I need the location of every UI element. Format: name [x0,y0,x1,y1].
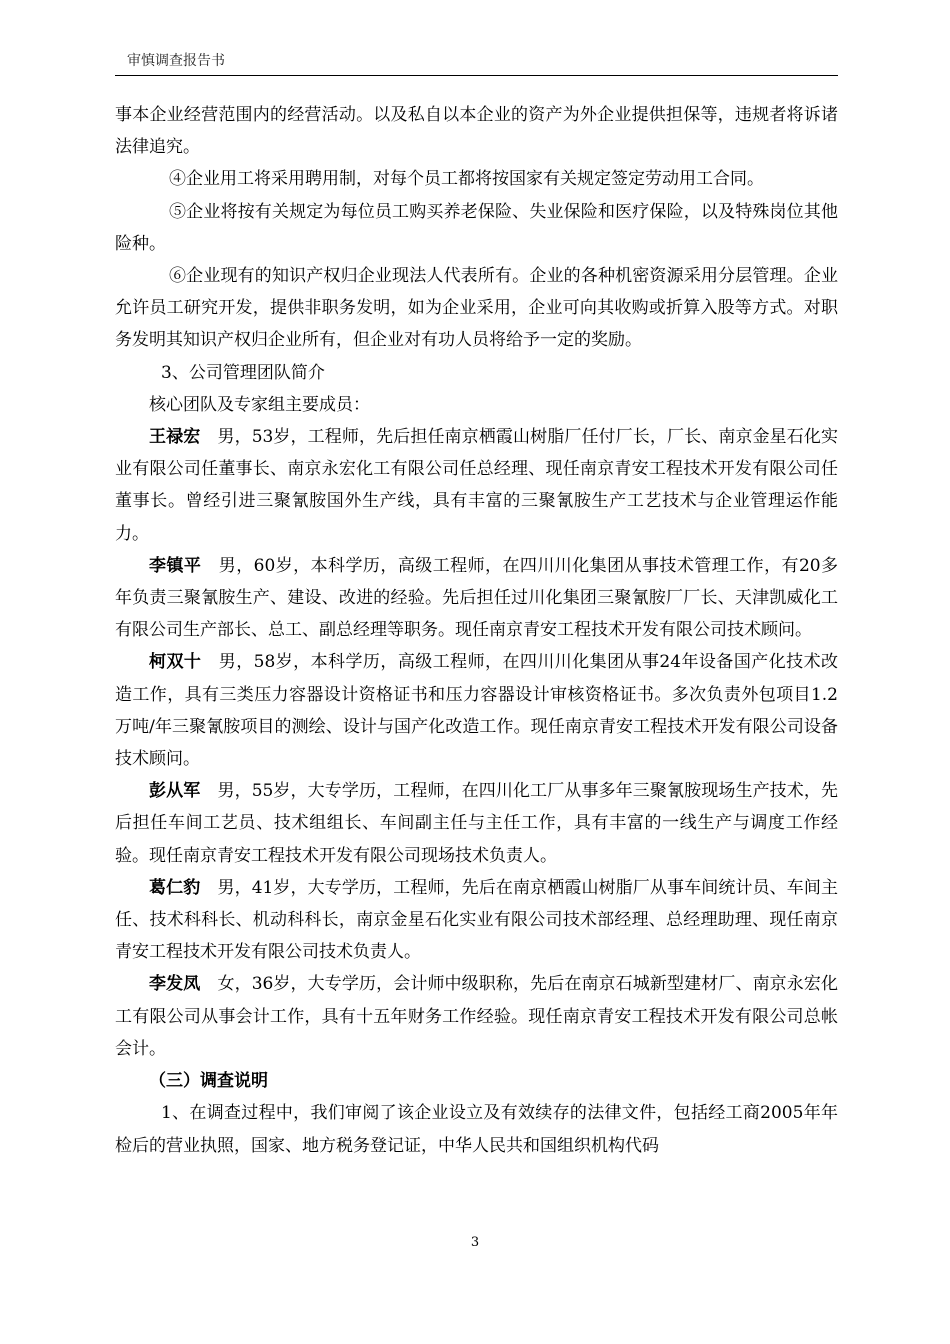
member-description: 男，53岁，工程师，先后担任南京栖霞山树脂厂任付厂长，厂长、南京金星石化实业有限公司任董事长、南京永宏化工有限公司任总经理、现任南京青安工程技术开发有限公司任董事长。曾经引进三聚氰胺国外生产线，具有丰富的三聚氰胺生产工艺技术与企业管理运作能力。 [115,427,839,544]
member-name: 彭从军 [149,781,201,802]
page-number: 3 [470,1235,480,1250]
member-name: 王禄宏 [149,427,201,448]
team-member-entry [115,550,838,647]
member-description: 女，36岁，大专学历，会计师中级职称，先后在南京石城新型建材厂、南京永宏化工有限公司从事会计工作，具有十五年财务工作经验。现任南京青安工程技术开发有限公司总帐会计。 [115,974,839,1059]
subsection-title: 3、公司管理团队简介 [161,362,325,383]
member-description: 男，58岁，本科学历，高级工程师，在四川川化集团从事24年设备国产化技术改造工作，具有三类压力容器设计资格证书和压力容器设计审核资格证书。多次负责外包项目1.2万吨/年三聚氰胺项目的测绘、设计与国产化改造工作。现任南京青安工程技术开发有限公司设备技术顾问。 [115,652,839,770]
member-name: 李镇平 [149,555,202,576]
team-member-entry [115,421,838,550]
member-name: 李发凤 [149,974,201,995]
paragraph: 核心团队及专家组主要成员： [149,394,370,415]
paragraph: 1、在调查过程中，我们审阅了该企业设立及有效续存的法律文件，包括经工商2005年年检后的营业执照，国家、地方税务登记证，中华人民共和国组织机构代码 [115,1103,838,1156]
paragraph: ④企业用工将采用聘用制，对每个员工都将按国家有关规定签定劳动用工合同。 [169,169,764,190]
member-name: 葛仁豹 [149,877,201,898]
team-member-entry [115,775,838,872]
paragraph: 事本企业经营范围内的经营活动。以及私自以本企业的资产为外企业提供担保等，违规者将诉诸法律追究。 [115,105,838,158]
team-member-entry [115,646,838,775]
paragraph: ⑥企业现有的知识产权归企业现法人代表所有。企业的各种机密资源采用分层管理。企业允许员工研究开发，提供非职务发明，如为企业采用，企业可向其收购或折算入股等方式。对职务发明其知识产权归企业所有，但企业对有功人员将给予一定的奖励。 [115,266,838,351]
member-description: 男，55岁，大专学历，工程师，在四川化工厂从事多年三聚氰胺现场生产技术，先后担任车间工艺员、技术组组长、车间副主任与主任工作，具有丰富的一线生产与调度工作经验。现任南京青安工程技术开发有限公司现场技术负责人。 [115,781,839,866]
paragraph: ⑤企业将按有关规定为每位员工购买养老保险、失业保险和医疗保险，以及特殊岗位其他险种。 [115,201,838,254]
section-heading: （三）调查说明 [149,1071,268,1092]
member-name: 柯双十 [149,652,202,673]
member-description: 男，41岁，大专学历，工程师，先后在南京栖霞山树脂厂从事车间统计员、车间主任、技术科科长、机动科科长，南京金星石化实业有限公司技术部经理、总经理助理、现任南京青安工程技术开发有限公司技术负责人。 [115,877,839,963]
header-title: 审慎调查报告书 [127,53,225,69]
team-member-entry [115,968,838,1065]
member-description: 男，60岁，本科学历，高级工程师，在四川川化集团从事技术管理工作，有20多年负责三聚氰胺生产、建设、改进的经验。先后担任过川化集团三聚氰胺厂厂长、天津凯威化工有限公司生产部长、总工、副总经理等职务。现任南京青安工程技术开发有限公司技术顾问。 [115,555,839,641]
document-body [115,99,838,1162]
header-divider [115,75,838,76]
team-member-entry [115,872,838,969]
